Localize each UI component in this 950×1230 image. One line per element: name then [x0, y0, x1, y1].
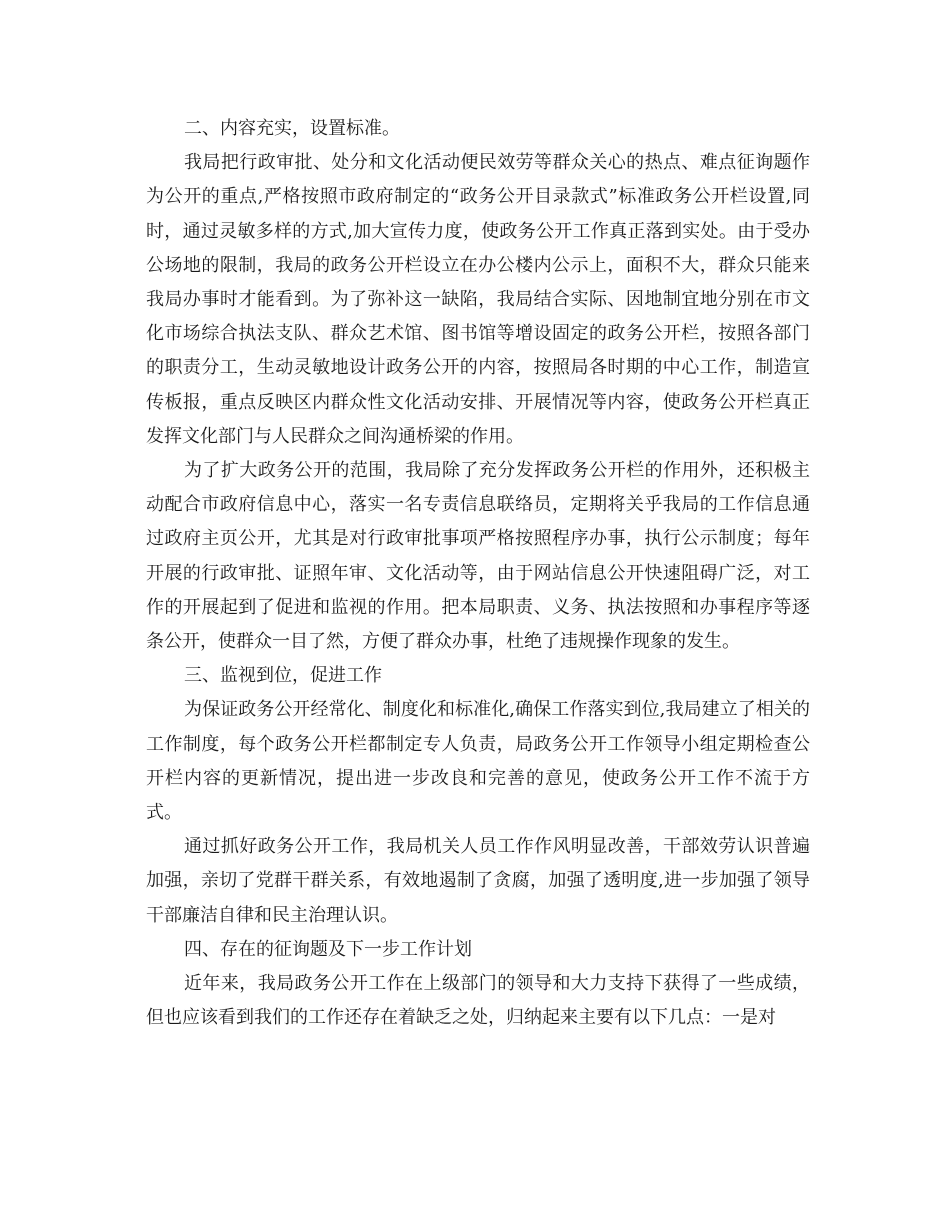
paragraph-problems: 近年来，我局政务公开工作在上级部门的领导和大力支持下获得了一些成绩，但也应该看到我们的工作还存在着缺乏之处，归纳起来主要有以下几点：一是对	[146, 973, 810, 1029]
paragraph-results: 通过抓好政务公开工作，我局机关人员工作作风明显改善，干部效劳认识普遍加强，亲切了党群干群关系，有效地遏制了贪腐，加强了透明度,进一步加强了领导干部廉洁自律和民主治理认识。	[146, 836, 810, 926]
section-heading-4: 四、存在的征询题及下一步工作计划	[184, 938, 472, 960]
paragraph-expand-scope: 为了扩大政务公开的范围，我局除了充分发挥政务公开栏的作用外，还积极主动配合市政府信息中心，落实一名专责信息联络员，定期将关乎我局的工作信息通过政府主页公开，尤其是对行政审批事项严格按照程序办事，执行公示制度；每年开展的行政审批、证照年审、文化活动等，由于网站信息公开快速阻碍广泛，对工作的开展起到了促进和监视的作用。把本局职责、义务、执法按照和办事程序等逐条公开，使群众一目了然，方便了群众办事，杜绝了违规操作现象的发生。	[146, 460, 810, 653]
section-heading-2: 二、内容充实，设置标准。	[184, 118, 400, 139]
section-heading-3: 三、监视到位，促进工作	[184, 665, 382, 687]
document-body	[146, 112, 810, 1035]
paragraph-supervision: 为保证政务公开经常化、制度化和标准化,确保工作落实到位,我局建立了相关的工作制度，每个政务公开栏都制定专人负责，局政务公开工作领导小组定期检查公开栏内容的更新情况，提出进一步改良和完善的意见，使政务公开工作不流于方式。	[146, 699, 810, 824]
paragraph-publicity-board: 我局把行政审批、处分和文化活动便民效劳等群众关心的热点、难点征询题作为公开的重点,严格按照市政府制定的“政务公开目录款式”标准政务公开栏设置,同时，通过灵敏多样的方式,加大宣传力度，使政务公开工作真正落到实处。由于受办公场地的限制，我局的政务公开栏设立在办公楼内公示上，面积不大，群众只能来我局办事时才能看到。为了弥补这一缺陷，我局结合实际、因地制宜地分别在市文化市场综合执法支队、群众艺术馆、图书馆等增设固定的政务公开栏，按照各部门的职责分工，生动灵敏地设计政务公开的内容，按照局各时期的中心工作，制造宣传板报，重点反映区内群众性文化活动安排、开展情况等内容，使政务公开栏真正发挥文化部门与人民群众之间沟通桥梁的作用。	[146, 152, 810, 447]
